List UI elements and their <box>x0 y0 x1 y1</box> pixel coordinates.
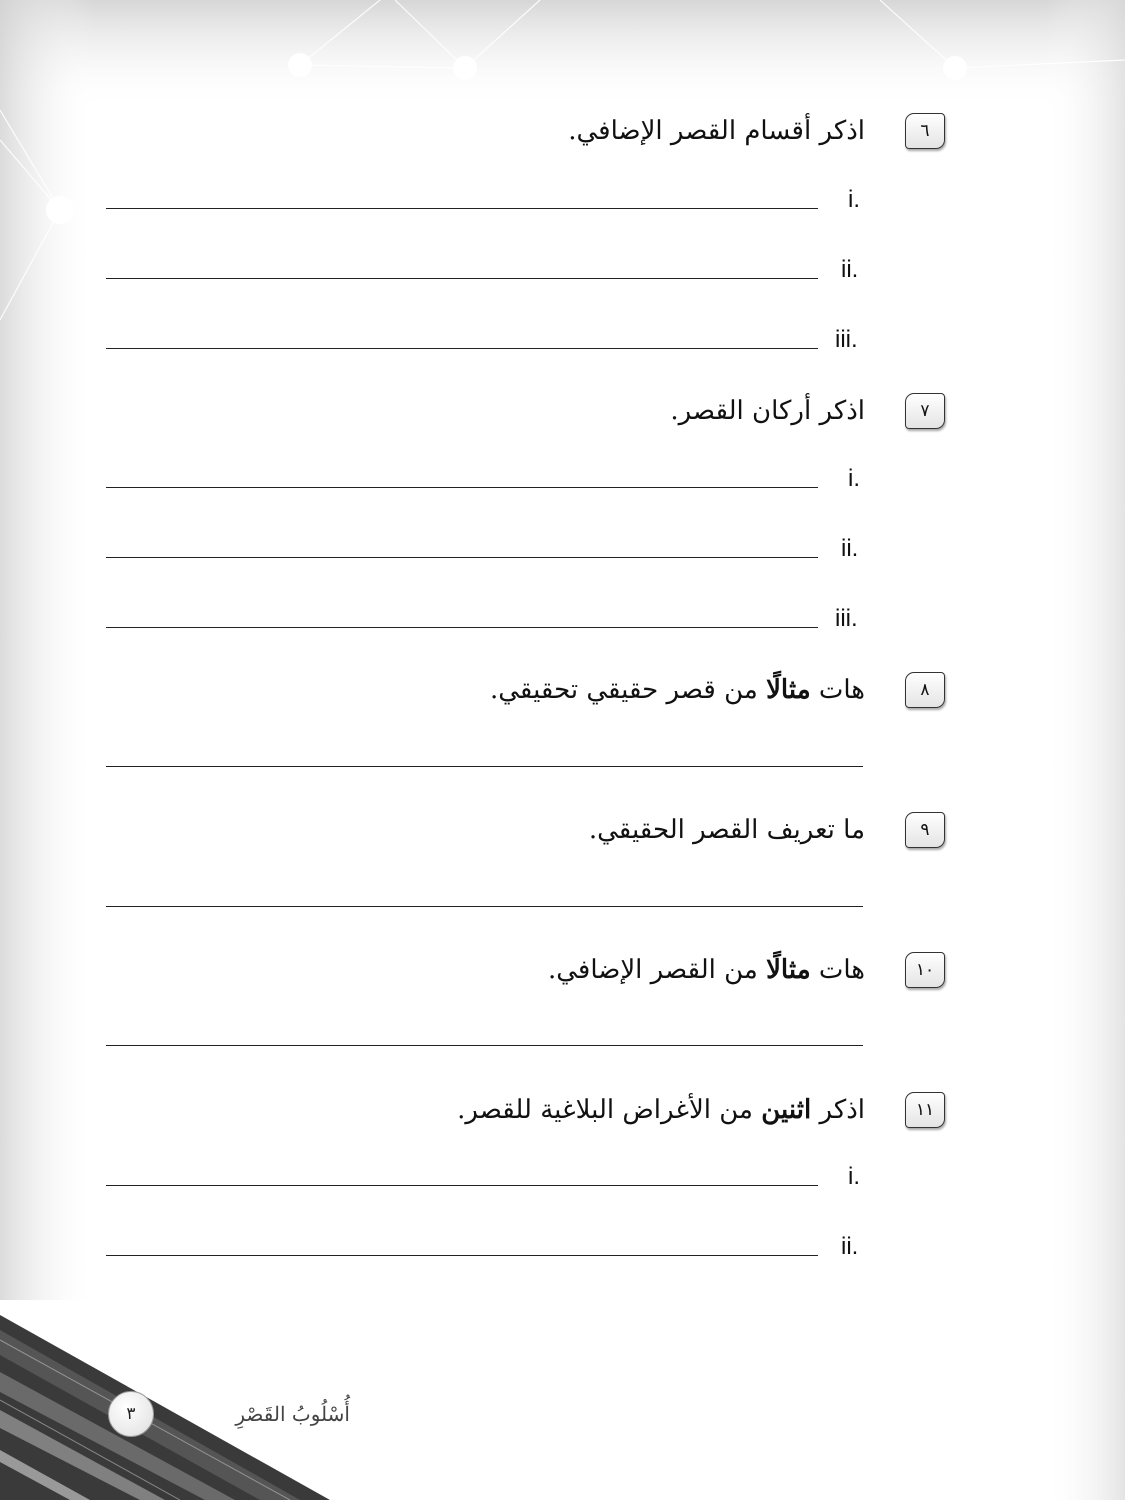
question-text <box>105 673 865 707</box>
question-number-badge: ٩ <box>905 812 945 848</box>
line-label: iii. <box>835 605 858 632</box>
line-label: ii. <box>841 1233 859 1260</box>
question-number-badge: ١٠ <box>905 952 945 988</box>
question-text-end: من قصر حقيقي تحقيقي. <box>489 675 758 705</box>
question-text-start: اذكر <box>819 1095 865 1125</box>
answer-line[interactable] <box>106 1045 863 1046</box>
answer-line[interactable] <box>106 348 818 349</box>
question-text <box>105 953 865 987</box>
answer-line[interactable] <box>106 906 863 907</box>
answer-line[interactable] <box>106 1185 818 1186</box>
question-text-end: من الأغراض البلاغية للقصر. <box>457 1095 753 1125</box>
question-text: ما تعريف القصر الحقيقي. <box>588 815 865 845</box>
question-text-end: من القصر الإضافي. <box>547 955 758 985</box>
question-text-bold: مثالًا <box>766 675 811 705</box>
answer-line[interactable] <box>106 487 818 488</box>
line-label: i. <box>848 1163 860 1190</box>
question-text-start: هات <box>818 675 865 705</box>
question-number-badge: ٨ <box>905 672 945 708</box>
line-label: ii. <box>841 535 859 562</box>
question-number-badge: ١١ <box>905 1092 945 1128</box>
question-text-bold: مثالًا <box>766 955 811 985</box>
question-text: اذكر أقسام القصر الإضافي. <box>568 116 865 146</box>
answer-line[interactable] <box>106 766 863 767</box>
footer-title: أُسْلُوبُ القَصْرِ <box>235 1402 350 1426</box>
line-label: ii. <box>841 256 859 283</box>
question-text <box>105 1093 865 1127</box>
answer-line[interactable] <box>106 208 818 209</box>
question-number-badge: ٧ <box>905 393 945 429</box>
line-label: iii. <box>835 326 858 353</box>
answer-line[interactable] <box>106 557 818 558</box>
answer-line[interactable] <box>106 278 818 279</box>
page-number-badge: ٣ <box>108 1391 154 1437</box>
line-label: i. <box>848 465 860 492</box>
question-text: اذكر أركان القصر. <box>670 396 865 426</box>
answer-line[interactable] <box>106 627 818 628</box>
line-label: i. <box>848 186 860 213</box>
answer-line[interactable] <box>106 1255 818 1256</box>
question-number-badge: ٦ <box>905 113 945 149</box>
question-text-bold: اثنين <box>761 1095 812 1125</box>
question-text-start: هات <box>818 955 865 985</box>
